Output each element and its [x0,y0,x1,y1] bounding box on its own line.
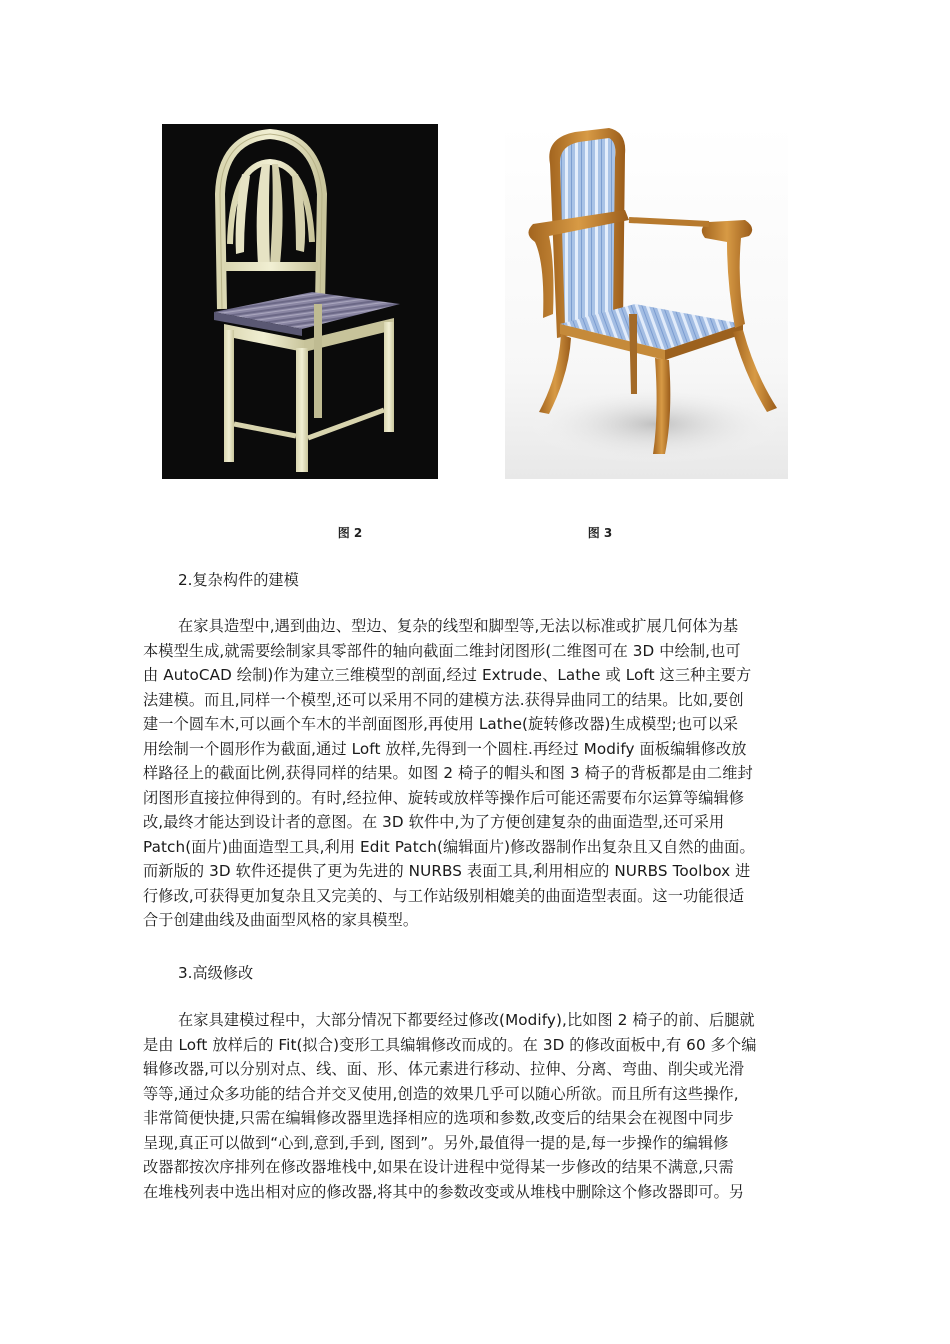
figure-2-chair-photo [162,124,438,479]
paragraph-line: 在家具造型中,遇到曲边、型边、复杂的线型和脚型等,无法以标准或扩展几何体为基 [178,617,739,635]
paragraph-line: 本模型生成,就需要绘制家具零部件的轴向截面二维封闭图形(二维图可在 3D 中绘制,也可 [143,641,741,660]
paragraph-line: 在家具建模过程中，大部分情况下都要经过修改(Modify),比如图 2 椅子的前、后腿就 [178,1011,755,1029]
blue-armchair-illustration [505,124,788,479]
paragraph-line: 而新版的 3D 软件还提供了更为先进的 NURBS 表面工具,利用相应的 NURBS Toolbox 进 [143,862,751,880]
cream-chair-illustration [162,124,438,479]
paragraph-line: 由 AutoCAD 绘制)作为建立三维模型的剖面,经过 Extrude、Lathe 或 Loft 这三种主要方 [143,666,752,684]
section-3-paragraph [143,1008,805,1204]
paragraph-line: 是由 Loft 放样后的 Fit(拟合)变形工具编辑修改而成的。在 3D 的修改面板中,有 60 多个编 [143,1035,757,1054]
paragraph-line: 改器都按次序排列在修改器堆栈中,如果在设计进程中觉得某一步修改的结果不满意,只需 [143,1158,734,1176]
paragraph-line: Patch(面片)曲面造型工具,利用 Edit Patch(编辑面片)修改器制作出复杂且又自然的曲面。 [143,837,755,856]
paragraph-line: 法建模。而且,同样一个模型,还可以采用不同的建模方法.获得异曲同工的结果。比如,要创 [143,690,744,709]
paragraph-line: 非常简便快捷,只需在编辑修改器里选择相应的选项和参数,改变后的结果会在视图中同步 [143,1109,734,1127]
paragraph-line: 等等,通过众多功能的结合并交叉使用,创造的效果几乎可以随心所欲。而且所有这些操作, [143,1084,739,1103]
figure-3-armchair-photo [505,124,788,479]
section-2-heading: 2.复杂构件的建模 [178,571,299,589]
paragraph-line: 呈现,真正可以做到“心到,意到,手到, 图到”。另外,最值得一提的是,每一步操作的编辑修 [143,1133,729,1152]
paragraph-line: 行修改,可获得更加复杂且又完美的、与工作站级别相媲美的曲面造型表面。这一功能很适 [143,886,745,905]
paragraph-line: 用绘制一个圆形作为截面,通过 Loft 放样,先得到一个圆柱.再经过 Modify 面板编辑修改放 [143,739,747,758]
paragraph-line: 样路径上的截面比例,获得同样的结果。如图 2 椅子的帽头和图 3 椅子的背板都是由二维封 [143,764,753,782]
paragraph-line: 闭图形直接拉伸得到的。有时,经拉伸、旋转或放样等操作后可能还需要布尔运算等编辑修 [143,788,745,807]
paragraph-line: 建一个圆车木,可以画个车木的半剖面图形,再使用 Lathe(旋转修改器)生成模型;也可以采 [143,715,739,733]
paragraph-line: 在堆栈列表中选出相对应的修改器,将其中的参数改变或从堆栈中删除这个修改器即可。另 [143,1182,745,1201]
paragraph-line: 改,最终才能达到设计者的意图。在 3D 软件中,为了方便创建复杂的曲面造型,还可采用 [143,813,725,831]
paragraph-line: 辑修改器,可以分别对点、线、面、形、体元素进行移动、拉伸、分离、弯曲、削尖或光滑 [143,1060,745,1078]
paragraph-line: 合于创建曲线及曲面型风格的家具模型。 [143,911,419,929]
section-2-paragraph [143,614,805,933]
figure-3-caption: 图 3 [587,526,613,540]
section-3-heading: 3.高级修改 [178,964,254,982]
figure-2-caption: 图 2 [337,526,363,540]
